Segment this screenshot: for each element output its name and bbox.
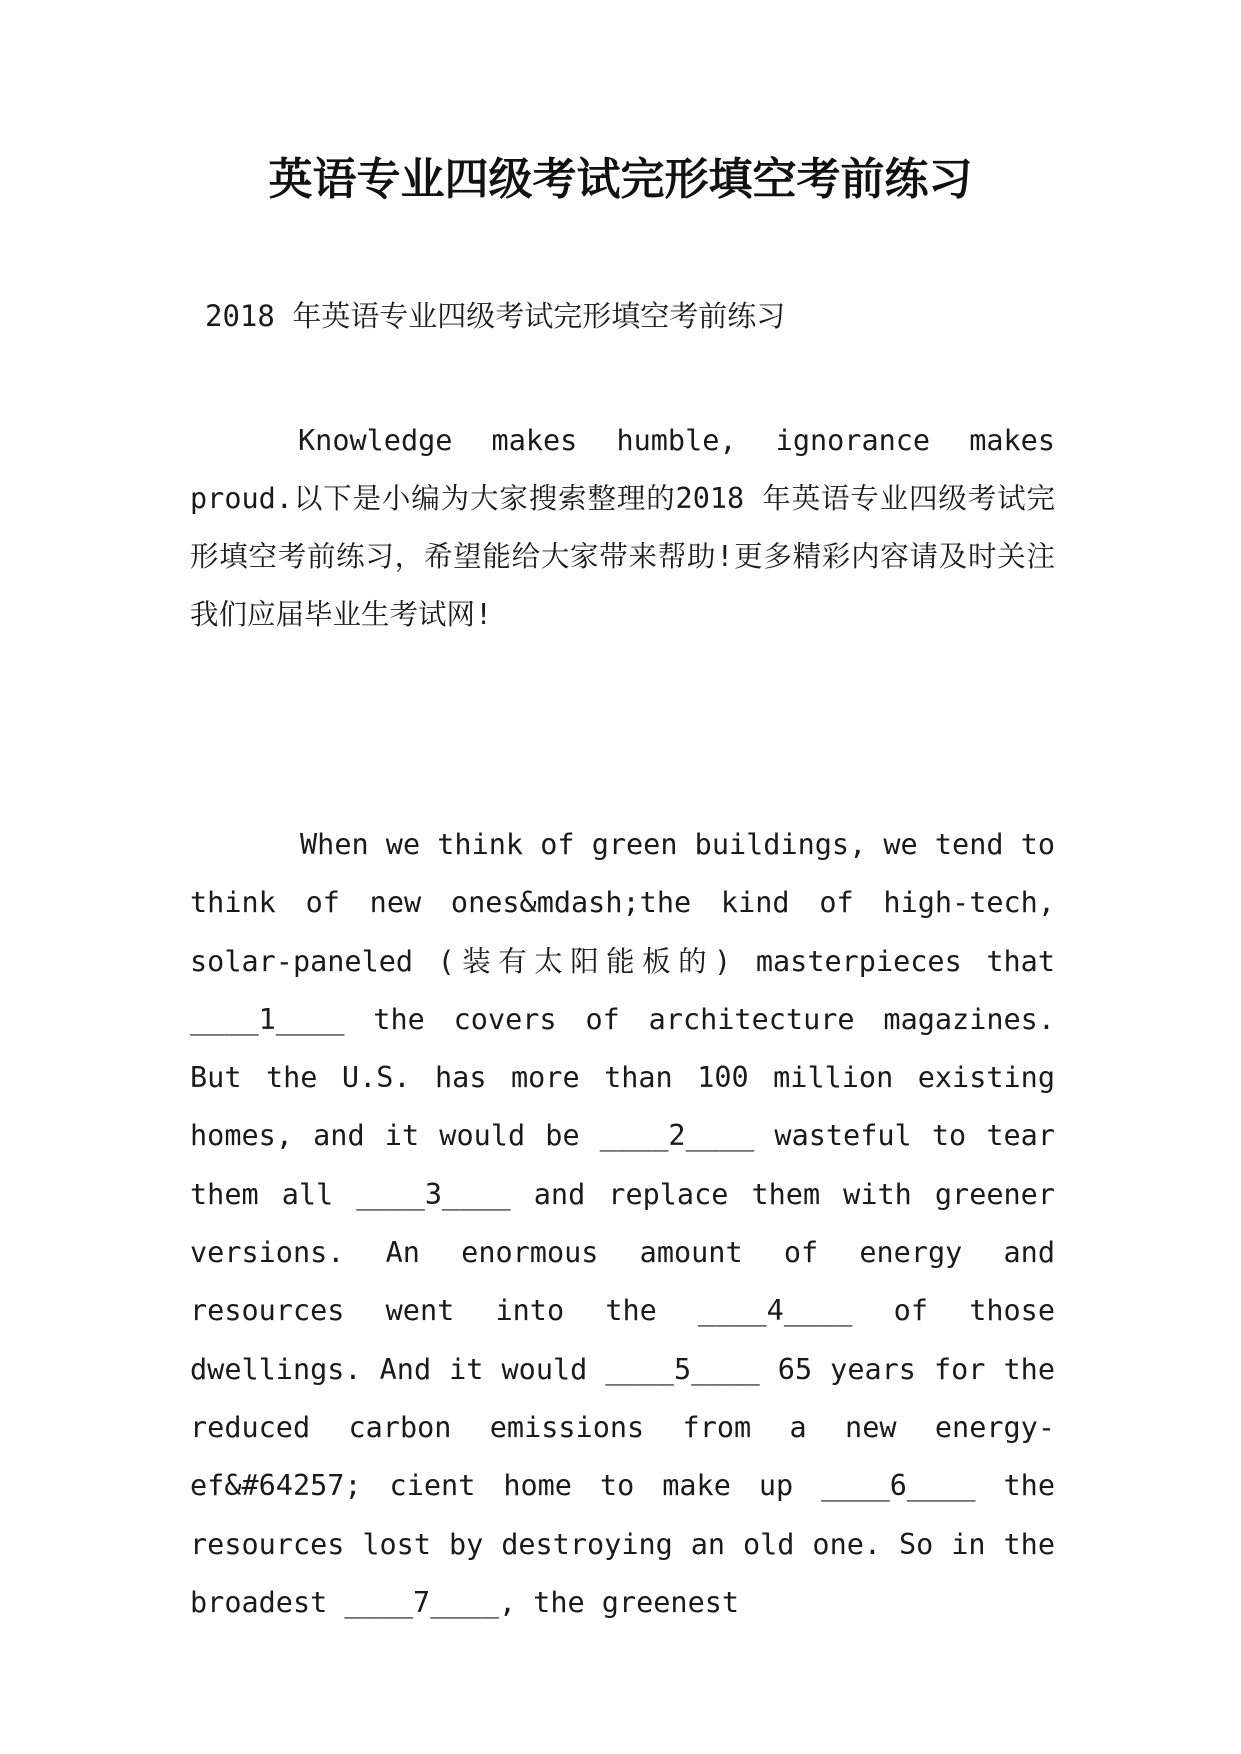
intro-paragraph: Knowledge makes humble, ignorance makes proud.以下是小编为大家搜索整理的2018 年英语专业四级考试完形填空考前练习，希望能给大家带来帮助!更多精彩内容请及时关注我们应届毕业生考试网! (190, 424, 1055, 631)
cloze-passage-paragraph: When we think of green buildings, we tend to think of new ones&mdash;the kind of high-tech, solar-paneled (装有太阳能板的) masterpieces that ____1____ the covers of architecture magazines. But the U.S. has more than 100 million existing homes, and it would be ____2____ wasteful to tear them all ____3____ and replace them with greener versions. An enormous amount of energy and resources went into the ____4____ of those dwellings. And it would ____5____ 65 years for the reduced carbon emissions from a new energy-ef&#64257; cient home to make up ____6____ the resources lost by destroying an old one. So in the broadest ____7____, the greenest (190, 828, 1055, 1619)
document-subtitle: 2018 年英语专业四级考试完形填空考前练习 (205, 299, 786, 333)
document-title: 英语专业四级考试完形填空考前练习 (268, 154, 973, 205)
